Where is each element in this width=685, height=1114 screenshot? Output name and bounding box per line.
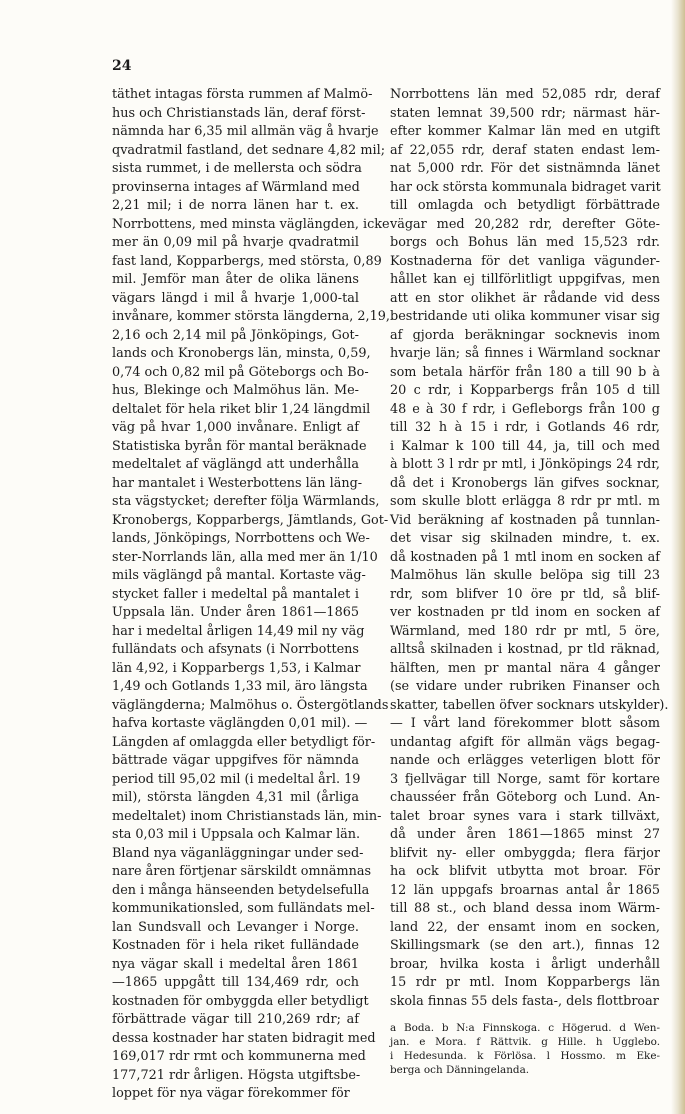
text-line: —1865 uppgått till 134,469 rdr, och xyxy=(112,975,359,990)
text-line: sista rummet, i de mellersta och södra xyxy=(112,161,362,176)
text-line: hållet kan ej tillförlitligt uppgifvas, men xyxy=(390,272,660,287)
text-line: (se vidare under rubriken Finanser och xyxy=(390,679,660,694)
text-line: Kostnaden för i hela riket fulländade xyxy=(112,938,359,953)
text-line: 3 fjellvägar till Norge, samt för kortare xyxy=(390,771,660,787)
text-line: 20 c rdr, i Kopparbergs från 105 d till xyxy=(390,383,660,398)
text-line: ha ock blifvit utbytta mot broar. För xyxy=(390,864,660,879)
text-line: Norrbottens, med minsta väglängden, icke xyxy=(112,216,390,232)
text-line: kommunikationsled, som fulländats mel- xyxy=(112,901,375,916)
text-line: medeltalet) inom Christianstads län, min- xyxy=(112,808,382,824)
text-line: fast land, Kopparbergs, med största, 0,89 xyxy=(112,253,382,269)
text-line: mils väglängd på mantal. Kortaste väg- xyxy=(112,568,366,583)
text-line: Kronobergs, Kopparbergs, Jämtlands, Got- xyxy=(112,512,389,528)
text-line: i Kalmar k 100 till 44, ja, till och med xyxy=(390,438,660,454)
text-line: bestridande uti olika kommuner visar sig xyxy=(390,309,660,324)
text-line: nande och erlägges veterligen blott för xyxy=(390,753,660,768)
text-line: 1,49 och Gotlands 1,33 mil, äro längsta xyxy=(112,679,368,694)
text-line: täthet intagas första rummen af Malmö- xyxy=(112,87,373,102)
text-line: ster-Norrlands län, alla med mer än 1/10 xyxy=(112,549,378,565)
text-line: hälften, men pr mantal nära 4 gånger xyxy=(390,660,660,676)
text-line: qvadratmil fastland, det sednare 4,82 mil; xyxy=(112,142,386,158)
text-line: Uppsala län. Under åren 1861—1865 xyxy=(112,605,359,620)
text-line: hvarje län; så finnes i Wärmland socknar xyxy=(390,346,660,361)
text-line: 169,017 rdr rmt och kommunerna med xyxy=(112,1049,366,1064)
footnotes xyxy=(390,1017,660,1077)
text-line: dessa kostnader har staten bidragit med xyxy=(112,1030,376,1046)
text-line: Bland nya väganläggningar under sed- xyxy=(112,845,364,861)
text-line: period till 95,02 mil (i medeltal årl. 19 xyxy=(112,771,361,787)
text-line: hus, Blekinge och Malmöhus län. Me- xyxy=(112,383,359,398)
text-line: 177,721 rdr årligen. Högsta utgiftsbe- xyxy=(112,1067,361,1083)
text-line: à blott 3 l rdr pr mtl, i Jönköpings 24 rdr, xyxy=(390,457,660,472)
text-line: som betala härför från 180 a till 90 b à xyxy=(390,364,660,380)
text-line: Malmöhus län skulle belöpa sig till 23 xyxy=(390,568,660,583)
text-line: Norrbottens län med 52,085 rdr, deraf xyxy=(390,87,660,102)
text-line: 12 län uppgafs broarnas antal år 1865 xyxy=(390,882,660,898)
text-line: stycket faller i medeltal på mantalet i xyxy=(112,586,359,602)
text-line: 15 rdr pr mtl. Inom Kopparbergs län xyxy=(390,975,660,990)
text-line: län 4,92, i Kopparbergs 1,53, i Kalmar xyxy=(112,660,361,676)
text-line: staten lemnat 39,500 rdr; närmast här- xyxy=(390,105,660,121)
text-line: den i många hänseenden betydelsefulla xyxy=(112,882,370,898)
text-line: Skillingsmark (se den art.), finnas 12 xyxy=(390,938,660,953)
footnote-line: i Hedesunda. k Förlösa. l Hossmo. m Eke- xyxy=(390,1050,660,1062)
text-line: mil. Jemför man åter de olika länens xyxy=(112,272,359,287)
text-line: deltalet för hela riket blir 1,24 längdmil xyxy=(112,401,371,417)
text-line: — I vårt land förekommer blott såsom xyxy=(390,716,660,731)
text-line: vägar med 20,282 rdr, derefter Göte- xyxy=(390,216,660,232)
text-line: att en stor olikhet är rådande vid dess xyxy=(390,290,660,306)
left-column xyxy=(112,86,390,1104)
text-line: Statistiska byrån för mantal beräknade xyxy=(112,438,367,454)
right-column xyxy=(390,86,669,1077)
text-line: medeltalet af väglängd att underhålla xyxy=(112,457,359,472)
text-line: loppet för nya vägar förekommer för xyxy=(112,1086,350,1101)
footnote-line: berga och Dänningelanda. xyxy=(390,1064,530,1076)
text-line: har mantalet i Westerbottens län läng- xyxy=(112,475,363,491)
text-line: lands och Kronobergs län, minsta, 0,59, xyxy=(112,346,371,361)
text-line: 48 e à 30 f rdr, i Gefleborgs från 100 g xyxy=(390,401,660,417)
text-line: till 32 h à 15 i rdr, i Gotlands 46 rdr, xyxy=(390,420,660,435)
text-line: land 22, der ensamt inom en socken, xyxy=(390,919,660,935)
text-line: till 88 st., och bland dessa inom Wärm- xyxy=(390,901,660,916)
text-line: sta vägstycket; derefter följa Wärmlands, xyxy=(112,494,380,509)
text-line: nämnda har 6,35 mil allmän väg å hvarje xyxy=(112,124,379,139)
text-line: mer än 0,09 mil på hvarje qvadratmil xyxy=(112,235,359,250)
text-line: alltså skilnaden i kostnad, pr tld räknad, xyxy=(390,642,660,657)
page-edge xyxy=(671,0,685,1114)
text-line: efter kommer Kalmar län med en utgift xyxy=(390,124,660,139)
text-line: till omlagda och betydligt förbättrade xyxy=(390,198,660,213)
text-line: Vid beräkning af kostnaden på tunnlan- xyxy=(390,512,660,528)
text-line: då kostnaden på 1 mtl inom en socken af xyxy=(390,549,660,565)
text-line: vägars längd i mil å hvarje 1,000-tal xyxy=(112,290,359,306)
text-line: mil), största längden 4,31 mil (årliga xyxy=(112,790,359,805)
text-line: nat 5,000 rdr. För det sistnämnda länet xyxy=(390,161,660,176)
text-line: talet broar synes vara i stark tillväxt, xyxy=(390,808,660,824)
text-line: hus och Christianstads län, deraf först- xyxy=(112,105,366,121)
text-line: har ock största kommunala bidraget varit xyxy=(390,179,661,195)
text-line: nya vägar skall i medeltal åren 1861 xyxy=(112,956,359,972)
text-line: nare åren förtjenar särskildt omnämnas xyxy=(112,864,372,879)
text-line: 0,74 och 0,82 mil på Göteborgs och Bo- xyxy=(112,364,369,380)
text-line: borgs och Bohus län med 15,523 rdr. xyxy=(390,235,660,250)
text-line: Kostnaderna för det vanliga vägunder- xyxy=(390,253,660,269)
text-line: då det i Kronobergs län gifves socknar, xyxy=(390,475,660,491)
text-line: kostnaden för ombyggda eller betydligt xyxy=(112,993,369,1009)
text-line: Wärmland, med 180 rdr pr mtl, 5 öre, xyxy=(390,623,660,639)
text-line: skatter, tabellen öfver socknars utskylder). xyxy=(390,697,669,713)
text-line: undantag afgift för allmän vägs begag- xyxy=(390,734,660,750)
text-line: af 22,055 rdr, deraf staten endast lem- xyxy=(390,142,660,158)
text-line: har i medeltal årligen 14,49 mil ny väg xyxy=(112,623,365,639)
text-line: det visar sig skilnaden mindre, t. ex. xyxy=(390,531,660,546)
text-line: lan Sundsvall och Levanger i Norge. xyxy=(112,919,359,935)
text-line: 2,21 mil; i de norra länen har t. ex. xyxy=(112,198,359,213)
text-line: väglängderna; Malmöhus o. Östergötlands xyxy=(112,697,389,713)
page-number: 24 xyxy=(112,58,132,74)
text-line: af gjorda beräkningar socknevis inom xyxy=(390,327,660,343)
footnote-line: jan. e Mora. f Rättvik. g Hille. h Ugglebo. xyxy=(390,1036,660,1048)
text-line: rdr, som blifver 10 öre pr tld, så blif- xyxy=(390,586,660,602)
text-line: hafva kortaste väglängden 0,01 mil). — xyxy=(112,716,368,731)
text-line: invånare, kommer största längderna, 2,19, xyxy=(112,309,390,324)
footnote-line: a Boda. b N:a Finnskoga. c Högerud. d Wen- xyxy=(390,1022,660,1034)
text-line: chausséer från Göteborg och Lund. An- xyxy=(390,790,660,805)
text-line: Längden af omlaggda eller betydligt för- xyxy=(112,734,376,750)
text-line: då under åren 1861—1865 minst 27 xyxy=(390,827,660,842)
text-line: provinserna intages af Wärmland med xyxy=(112,179,360,195)
text-line: väg på hvar 1,000 invånare. Enligt af xyxy=(112,420,359,435)
text-line: förbättrade vägar till 210,269 rdr; af xyxy=(112,1012,359,1027)
text-line: lands, Jönköpings, Norrbottens och We- xyxy=(112,531,370,546)
text-line: 2,16 och 2,14 mil på Jönköpings, Got- xyxy=(112,327,359,343)
text-line: skola finnas 55 dels fasta-, dels flottbroar xyxy=(390,993,659,1009)
text-line: broar, hvilka kosta i årligt underhåll xyxy=(390,956,660,972)
text-line: bättrade vägar uppgifves för nämnda xyxy=(112,753,359,768)
text-line: sta 0,03 mil i Uppsala och Kalmar län. xyxy=(112,827,361,842)
text-line: fulländats och afsynats (i Norrbottens xyxy=(112,642,359,657)
text-line: som skulle blott erlägga 8 rdr pr mtl. m xyxy=(390,494,660,509)
text-line: blifvit ny- eller ombyggda; flera färjor xyxy=(390,845,660,861)
text-line: ver kostnaden pr tld inom en socken af xyxy=(390,605,660,620)
